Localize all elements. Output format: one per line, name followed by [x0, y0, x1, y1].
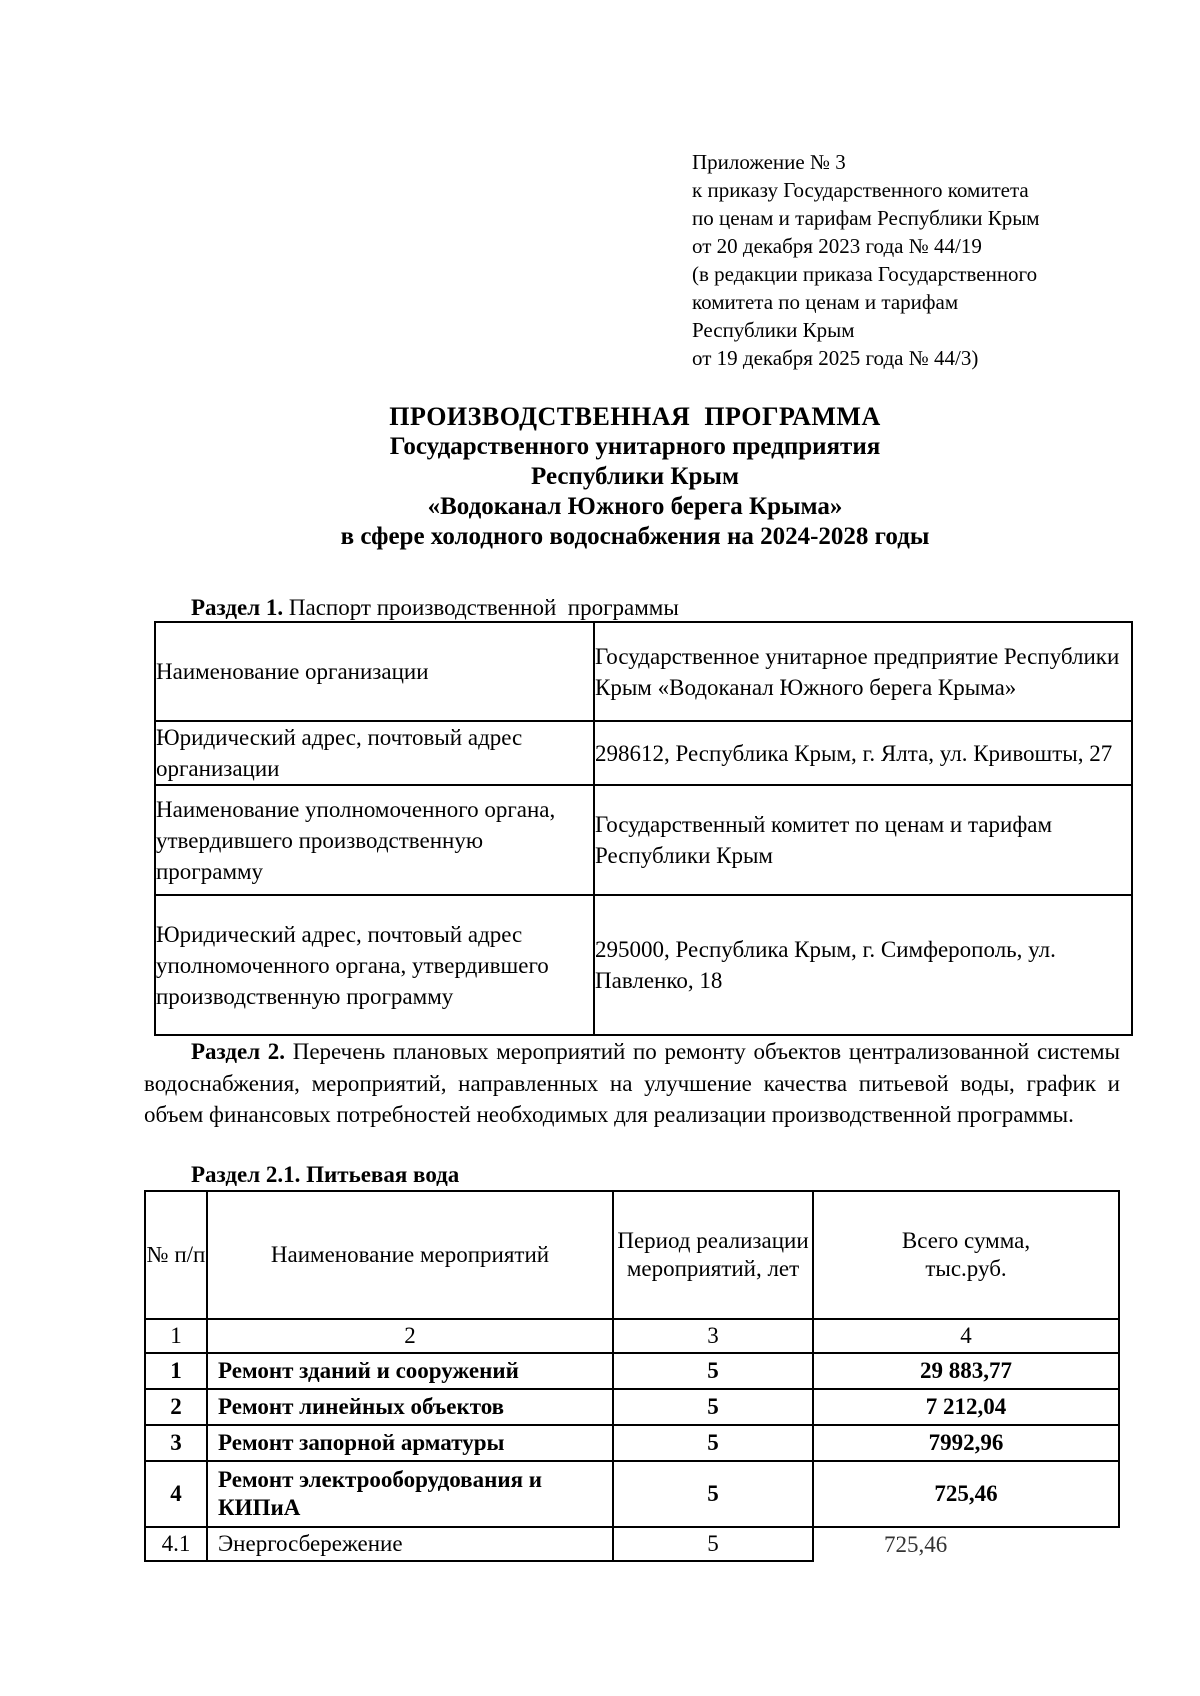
annex-line: комитета по ценам и тарифам: [692, 290, 959, 314]
section-1-text: Паспорт производственной программы: [283, 595, 679, 620]
title-line: Республики Крым: [531, 463, 739, 490]
passport-value: 295000, Республика Крым, г. Симферополь, ул. Павленко, 18: [594, 895, 1132, 1035]
section-2-label: Раздел 2.: [191, 1039, 286, 1064]
row-no: 2: [145, 1389, 207, 1425]
row-name: Ремонт линейных объектов: [207, 1389, 613, 1425]
table-row: [145, 1425, 1119, 1461]
passport-row: [155, 622, 1132, 721]
passport-row: [155, 785, 1132, 895]
passport-value: Государственное унитарное предприятие Республики Крым «Водоканал Южного берега Крыма»: [594, 622, 1132, 721]
passport-row: [155, 721, 1132, 785]
annex-line: Республики Крым: [692, 318, 855, 342]
row-period: 5: [613, 1527, 813, 1561]
row-sum: 29 883,77: [813, 1353, 1119, 1389]
table-row: [145, 1527, 1119, 1561]
table-row: [145, 1461, 1119, 1527]
title-line: «Водоканал Южного берега Крыма»: [427, 493, 843, 520]
table-row: [145, 1389, 1119, 1425]
passport-key: Юридический адрес, почтовый адрес организации: [155, 721, 594, 785]
title-line: Государственного унитарного предприятия: [389, 433, 881, 460]
annex-line: от 19 декабря 2025 года № 44/3): [692, 346, 979, 370]
row-name: Ремонт электрооборудования и КИПиА: [207, 1461, 613, 1527]
row-no: 4: [145, 1461, 207, 1527]
passport-value: 298612, Республика Крым, г. Ялта, ул. Кривошты, 27: [594, 721, 1132, 785]
row-sum: 7992,96: [813, 1425, 1119, 1461]
title-line: в сфере холодного водоснабжения на 2024-2028 годы: [340, 523, 930, 550]
row-no: 1: [145, 1353, 207, 1389]
section-2-1-heading: Раздел 2.1. Питьевая вода: [191, 1162, 460, 1187]
column-number: 2: [207, 1319, 613, 1353]
column-number: 4: [813, 1319, 1119, 1353]
passport-key: Наименование уполномоченного органа, утвердившего производственную программу: [155, 785, 594, 895]
measures-table: [144, 1190, 1120, 1562]
header-cell-period: Период реализации мероприятий, лет: [613, 1191, 813, 1319]
header-cell-sum: Всего сумма, тыс.руб.: [813, 1191, 1119, 1319]
row-period: 5: [613, 1353, 813, 1389]
header-cell-name: Наименование мероприятий: [207, 1191, 613, 1319]
annex-block: [692, 148, 1132, 372]
column-number-row: [145, 1319, 1119, 1353]
passport-key: Юридический адрес, почтовый адрес уполномоченного органа, утвердившего производственную программу: [155, 895, 594, 1035]
section-1-label: Раздел 1.: [191, 595, 284, 620]
title-line: ПРОИЗВОДСТВЕННАЯ ПРОГРАММА: [389, 402, 881, 431]
row-period: 5: [613, 1461, 813, 1527]
annex-line: от 20 декабря 2023 года № 44/19: [692, 234, 982, 258]
row-period: 5: [613, 1389, 813, 1425]
passport-value: Государственный комитет по ценам и тарифам Республики Крым: [594, 785, 1132, 895]
header-row: [145, 1191, 1119, 1319]
annex-line: Приложение № 3: [692, 150, 846, 174]
column-number: 1: [145, 1319, 207, 1353]
section-1-heading: [191, 594, 679, 622]
passport-key: Наименование организации: [155, 622, 594, 721]
passport-row: [155, 895, 1132, 1035]
annex-line: к приказу Государственного комитета: [692, 178, 1029, 202]
annex-line: (в редакции приказа Государственного: [692, 262, 1038, 286]
passport-table: [154, 621, 1133, 1036]
row-sum: 725,46: [813, 1527, 1119, 1561]
annex-line: по ценам и тарифам Республики Крым: [692, 206, 1040, 230]
header-cell-no: № п/п: [145, 1191, 207, 1319]
section-2-text: Перечень плановых мероприятий по ремонту объектов централизованной системы водоснабжения, мероприятий, направленных на улучшение качества питьевой воды, график и объем финансовых потребностей необходимых для реализации производственной программы.: [144, 1039, 1120, 1127]
row-no: 4.1: [145, 1527, 207, 1561]
document-title: [0, 402, 1200, 552]
row-period: 5: [613, 1425, 813, 1461]
section-2-paragraph: [144, 1036, 1120, 1131]
row-name: Ремонт зданий и сооружений: [207, 1353, 613, 1389]
table-row: [145, 1353, 1119, 1389]
row-sum: 725,46: [813, 1461, 1119, 1527]
row-sum: 7 212,04: [813, 1389, 1119, 1425]
row-name: Ремонт запорной арматуры: [207, 1425, 613, 1461]
column-number: 3: [613, 1319, 813, 1353]
row-name: Энергосбережение: [207, 1527, 613, 1561]
row-no: 3: [145, 1425, 207, 1461]
